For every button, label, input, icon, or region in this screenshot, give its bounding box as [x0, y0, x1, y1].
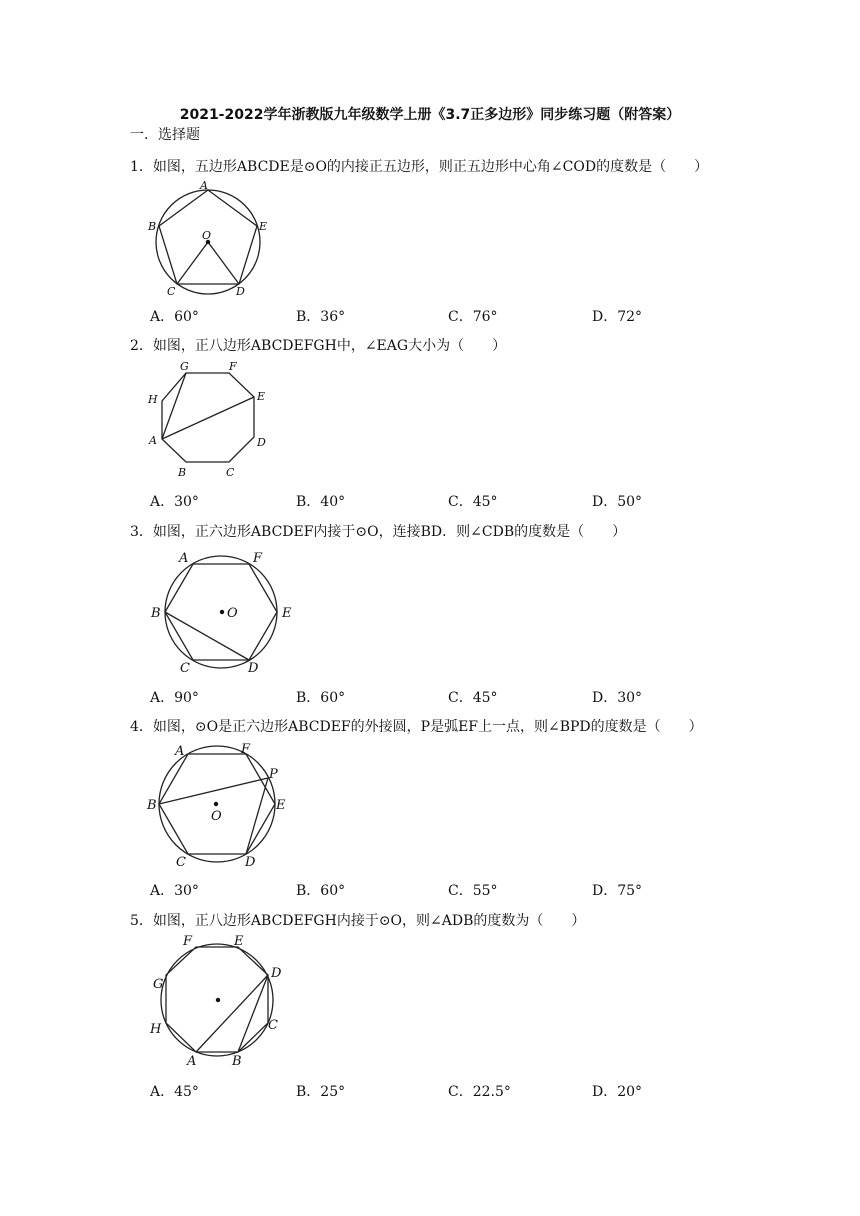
q3-label-e: E — [282, 606, 292, 621]
q4-label-b: B — [147, 798, 157, 813]
q3-label-b: B — [151, 606, 161, 621]
q5-label-h: H — [150, 1022, 162, 1037]
question-1-stem: 1．如图，五边形ABCDE是⊙O的内接正五边形，则正五边形中心角∠COD的度数是（ ） — [130, 159, 709, 175]
q5-label-f: F — [183, 934, 193, 949]
q2-label-h: H — [148, 393, 158, 406]
figure-q2-octagon — [140, 356, 280, 481]
q1-label-e: E — [259, 220, 268, 233]
q4-option-c[interactable]: C．55° — [448, 883, 498, 899]
q3-option-b[interactable]: B．60° — [296, 690, 346, 706]
q2-label-f: F — [229, 360, 237, 373]
q3-option-d[interactable]: D．30° — [592, 690, 643, 706]
q1-label-o: O — [202, 229, 212, 242]
q2-option-d[interactable]: D．50° — [592, 494, 643, 510]
q3-label-a: A — [179, 551, 189, 566]
q4-label-e: E — [276, 798, 286, 813]
q3-label-o: O — [227, 606, 238, 621]
q2-label-e: E — [257, 390, 266, 403]
q2-label-b: B — [178, 466, 187, 479]
q1-label-b: B — [148, 220, 157, 233]
q1-option-a[interactable]: A．60° — [150, 309, 199, 325]
q3-option-c[interactable]: C．45° — [448, 690, 498, 706]
q2-option-b[interactable]: B．40° — [296, 494, 346, 510]
q4-option-d[interactable]: D．75° — [592, 883, 643, 899]
q4-label-c: C — [176, 855, 186, 870]
q5-option-c[interactable]: C．22.5° — [448, 1084, 511, 1100]
q1-option-c[interactable]: C．76° — [448, 309, 498, 325]
q5-label-g: G — [153, 977, 164, 992]
q2-label-c: C — [226, 466, 235, 479]
q2-label-d: D — [257, 436, 266, 449]
q5-label-b: B — [232, 1054, 242, 1069]
question-4-stem: 4．如图，⊙O是正六边形ABCDEF的外接圆，P是弧EF上一点，则∠BPD的度数是（ ） — [130, 719, 703, 735]
figure-q1-pentagon — [140, 178, 280, 298]
q2-label-g: G — [180, 360, 189, 373]
q4-label-f: F — [241, 742, 251, 757]
q5-option-b[interactable]: B．25° — [296, 1084, 346, 1100]
q2-label-a: A — [149, 434, 157, 447]
q5-option-a[interactable]: A．45° — [150, 1084, 199, 1100]
q5-label-d: D — [271, 966, 282, 981]
q1-option-d[interactable]: D．72° — [592, 309, 643, 325]
q5-label-a: A — [187, 1054, 197, 1069]
question-5-stem: 5．如图，正八边形ABCDEFGH内接于⊙O，则∠ADB的度数为（ ） — [130, 913, 586, 929]
q4-option-a[interactable]: A．30° — [150, 883, 199, 899]
section-heading: 一．选择题 — [130, 127, 200, 143]
q4-option-b[interactable]: B．60° — [296, 883, 346, 899]
q2-option-a[interactable]: A．30° — [150, 494, 199, 510]
q4-label-a: A — [175, 744, 185, 759]
question-2-stem: 2．如图，正八边形ABCDEFGH中，∠EAG大小为（ ） — [130, 338, 507, 354]
q1-label-d: D — [236, 285, 245, 298]
q2-option-c[interactable]: C．45° — [448, 494, 498, 510]
q3-option-a[interactable]: A．90° — [150, 690, 199, 706]
q3-label-d: D — [248, 661, 259, 676]
q5-label-c: C — [268, 1018, 278, 1033]
q3-label-c: C — [180, 661, 190, 676]
q3-label-f: F — [253, 551, 263, 566]
q1-label-a: A — [200, 179, 208, 192]
q5-option-d[interactable]: D．20° — [592, 1084, 643, 1100]
q4-label-o: O — [211, 809, 222, 824]
figure-q4-hexagon — [145, 738, 305, 870]
q4-label-d: D — [245, 855, 256, 870]
q1-label-c: C — [167, 285, 176, 298]
figure-q3-hexagon — [145, 548, 305, 678]
page-title: 2021-2022学年浙教版九年级数学上册《3.7正多边形》同步练习题（附答案） — [179, 107, 681, 123]
q1-option-b[interactable]: B．36° — [296, 309, 346, 325]
figure-q5-octagon — [145, 932, 295, 1070]
q5-label-e: E — [234, 934, 244, 949]
question-3-stem: 3．如图，正六边形ABCDEF内接于⊙O，连接BD．则∠CDB的度数是（ ） — [130, 524, 627, 540]
q4-label-p: P — [269, 767, 278, 782]
